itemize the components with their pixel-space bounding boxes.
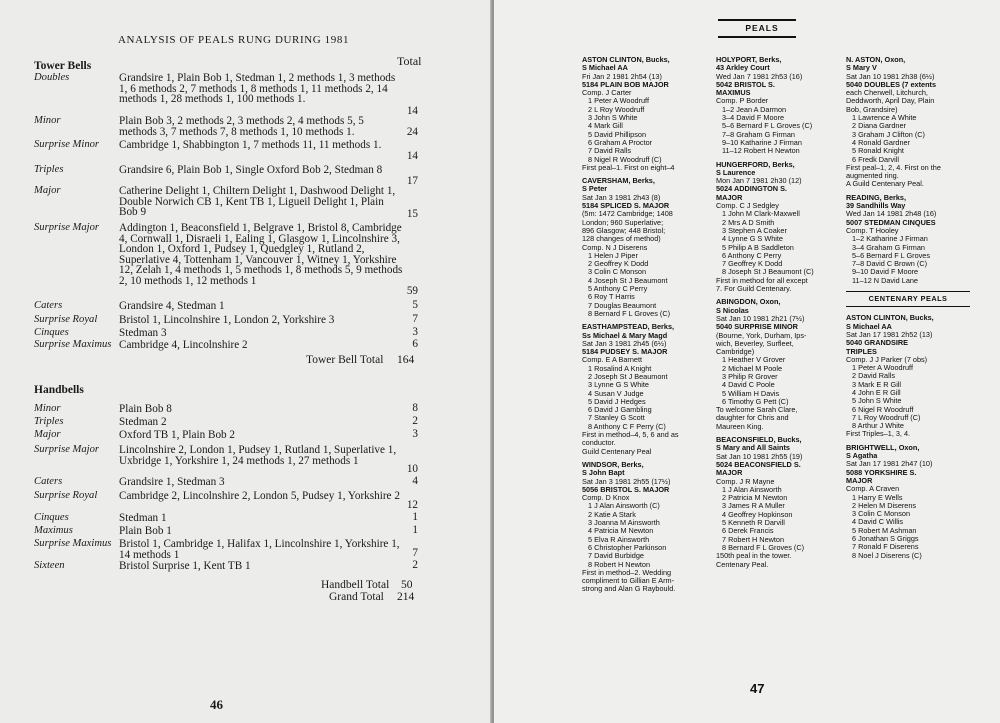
peal-detail-line: Comp. D Knox [582,493,630,503]
peal-detail-line: Sat Jan 10 1981 2h55 (19) [716,451,803,461]
row-total: 2 [412,415,418,428]
ringer-line: 5 Robert M Ashman [852,525,917,535]
analysis-row [34,404,428,414]
ringer-line: 1 Heather V Grover [722,355,786,365]
ringer-line: 9–10 David F Moore [852,267,919,277]
analysis-row [34,73,428,117]
peal-heading-line: CAVERSHAM, Berks, [582,176,655,186]
analysis-row [34,430,428,440]
ringer-line: 1 Lawrence A White [852,113,917,123]
peal-detail-line: A Guild Centenary Peal. [846,179,924,189]
ringer-line: 8 Anthony C F Perry (C) [588,421,666,431]
analysis-row [34,526,428,536]
ringer-line: 6 David J Gambling [588,405,652,415]
method-breakdown: Stedman 3 [119,327,167,339]
ringer-line: 8 Nigel R Woodruff (C) [588,154,662,164]
peal-heading-line: S Mary and All Saints [716,443,790,453]
method-class: Cinques [34,512,69,523]
row-total: 4 [412,475,418,488]
peal-heading-line: HUNGERFORD, Berks, [716,159,795,169]
ringer-line: 4 Susan V Judge [588,388,644,398]
row-total: 3 [412,428,418,441]
peal-heading-line: 5056 BRISTOL S. MAJOR [582,484,670,494]
peal-heading-line: 5042 BRISTOL S. [716,79,775,89]
analysis-row [34,301,428,311]
peal-heading-line: ASTON CLINTON, Bucks, [846,313,934,323]
peal-detail-line: Mon Jan 7 1981 2h30 (12) [716,176,802,186]
grand-total-value: 214 [397,591,415,603]
peal-heading-line: 5024 BEACONSFIELD S. [716,459,801,469]
ringer-line: 6 Nigel R Woodruff [852,404,914,414]
peal-detail-line: Comp. C J Sedgley [716,201,779,211]
analysis-row [34,186,428,220]
peal-detail-line: Comp. J R Mayne [716,476,775,486]
left-page [0,0,492,723]
ringer-line: 5–6 Bernard F L Groves [852,250,931,260]
ringer-line: 2 Diana Gardner [852,121,906,131]
ringer-line: 8 Joseph St J Beaumont (C) [722,267,814,277]
ringer-line: 4 Ronald Gardner [852,137,911,147]
method-breakdown: Grandsire 1, Stedman 3 [119,476,225,488]
method-breakdown: Catherine Delight 1, Chiltern Delight 1, Dashwood Delight 1, Double Norwich CB 1, Kent TB 1, Ligueil Delight 1, Plain Bob 9 [119,185,396,219]
method-breakdown: Stedman 1 [119,512,167,524]
method-breakdown: Grandsire 6, Plain Bob 1, Single Oxford Bob 2, Stedman 8 [119,164,383,176]
method-class: Surprise Minor [34,139,100,150]
peal-heading-line: 5040 SURPRISE MINOR [716,322,798,332]
row-total: 6 [412,338,418,351]
peal-detail-line: First in method–4, 5, 6 and as [582,430,679,440]
page-number-right: 47 [750,681,765,696]
peal-heading-line: BRIGHTWELL, Oxon, [846,442,920,452]
ringer-line: 1–2 Katharine J Firman [852,234,928,244]
method-breakdown: Grandsire 1, Plain Bob 1, Stedman 1, 2 methods 1, 3 methods 1, 6 methods 2, 7 methods 1, 8 methods 1, 11 methods 2, 14 methods 1, 28 methods 1, 100 methods 1. [119,72,396,106]
row-total: 15 [406,208,418,221]
ringer-line: 1 J Alan Ainsworth (C) [588,501,660,511]
ringer-line: 2 Katie A Stark [588,509,636,519]
tower-total-value: 164 [397,354,415,366]
row-total: 10 [406,463,418,476]
method-breakdown: Plain Bob 8 [119,403,172,415]
ringer-line: 7–8 Graham G Firman [722,129,795,139]
analysis-row [34,223,428,297]
ringer-line: 6 Derek Francis [722,526,774,536]
peals-section-title: PEALS [745,23,779,33]
ringer-line: 6 Jonathan S Griggs [852,534,919,544]
ringer-line: 6 Graham A Proctor [588,137,653,147]
ringer-line: 2 Mrs A D Smith [722,217,775,227]
peal-detail-line: Wed Jan 14 1981 2h48 (16) [846,209,937,219]
row-total: 8 [412,402,418,415]
peal-heading-line: S Michael AA [582,63,628,73]
peal-detail-line: Comp. N J Diserens [582,242,648,252]
method-breakdown: Grandsire 4, Stedman 1 [119,300,225,312]
peal-heading-line: 5088 YORKSHIRE S. [846,467,917,477]
analysis-row [34,477,428,487]
method-class: Surprise Maximus [34,339,112,350]
analysis-row [34,513,428,523]
peals-column-2 [716,56,842,569]
ringer-line: 6 Fredk Darvill [852,154,900,164]
ringer-line: 7 David Ralls [588,146,631,156]
peal-detail-line: wich, Beverley, Surfleet, [716,338,794,348]
row-total: 12 [406,499,418,512]
analysis-row [34,315,428,325]
ringer-line: 7 David Burbidge [588,551,644,561]
ringer-line: 6 Timothy G Pett (C) [722,396,789,406]
ringer-line: 5–6 Bernard F L Groves (C) [722,121,813,131]
analysis-row [34,491,428,511]
ringer-line: 2 Joseph St J Beaumont [588,371,668,381]
ringer-line: 3 Graham J Clifton (C) [852,129,925,139]
right-page [494,0,1000,723]
ringer-line: 8 Arthur J White [852,421,904,431]
ringer-line: 1 Rosalind A Knight [588,363,652,373]
handbell-total-label: Handbell Total [321,579,390,591]
ringer-line: 1 John M Clark-Maxwell [722,209,800,219]
ringer-line: 6 Roy T Harris [588,292,635,302]
method-breakdown: Addington 1, Beaconsfield 1, Belgrave 1, Bristol 8, Cambridge 4, Cornwall 1, Disraeli 1, Ealing 1, Glasgow 1, Lincolnshire 3, London 1, Oxford 1, Pudsey 1, Quedgley 1, Rutland 2, Superlative 4, Tottenham 1, Vancouver 1, Witney 1, Yorkshire 12, Zelah 1, 4 methods 1, 5 methods 1, 8 methods 5, 9 methods 2, 10 methods 1, 12 methods 1 [119,222,403,287]
peal-detail-line: First Triples–1, 3, 4. [846,429,911,439]
peal-detail-line: First in method–2. Wedding [582,567,672,577]
peal-detail-line: strong and Alan G Raybould. [582,584,676,594]
peal-detail-line: Wed Jan 7 1981 2h53 (16) [716,71,803,81]
ringer-line: 4 Patricia M Newton [588,526,654,536]
method-breakdown: Cambridge 4, Lincolnshire 2 [119,339,248,351]
method-class: Triples [34,416,64,427]
peal-detail-line: Fri Jan 2 1981 2h54 (13) [582,71,662,81]
row-total: 14 [406,105,418,118]
method-breakdown: Lincolnshire 2, London 1, Pudsey 1, Rutland 1, Superlative 1, Uxbridge 1, Yorkshire 1, 24 methods 1, 27 methods 1 [119,444,397,467]
ringer-line: 8 Robert H Newton [588,559,651,569]
ringer-line: 1 Peter A Woodruff [852,363,913,373]
method-class: Triples [34,164,64,175]
ringer-line: 6 Anthony C Perry [722,250,782,260]
method-class: Major [34,185,61,196]
peal-heading-line: S Agatha [846,451,878,461]
peal-detail-line: augmented ring. [846,171,899,181]
ringer-line: 2 David Ralls [852,371,895,381]
peal-heading-line: 43 Arkley Court [716,63,770,73]
peal-detail-line: compliment to Gillian E Arm- [582,576,675,586]
ringer-line: 1 Harry E Wells [852,492,903,502]
peal-detail-line: Comp. T Hooley [846,225,899,235]
ringer-line: 2 Patricia M Newton [722,493,788,503]
peal-detail-line: Sat Jan 3 1981 2h55 (17½) [582,476,671,486]
peal-detail-line: Maureen King. [716,421,764,431]
analysis-row [34,561,428,571]
peal-detail-line: Comp. A Craven [846,484,900,494]
analysis-row [34,116,428,138]
peal-detail-line: 128 changes of method) [582,234,661,244]
ringer-line: 3 Colin C Monson [588,267,646,277]
method-class: Surprise Major [34,222,100,233]
peal-heading-line: BEACONSFIELD, Bucks, [716,435,802,445]
method-breakdown: Bristol Surprise 1, Kent TB 1 [119,560,251,572]
peal-detail-line: To welcome Sarah Clare, [716,405,798,415]
peal-heading-line: Ss Michael & Mary Magd [582,330,668,340]
peal-heading-line: MAJOR [846,475,873,485]
peal-heading-line: ASTON CLINTON, Bucks, [582,55,670,64]
peal-detail-line: First in method for all except [716,275,808,285]
ringer-line: 4 John E R Gill [852,387,901,397]
ringer-line: 5 Ronald Knight [852,146,904,156]
peal-heading-line: MAJOR [716,468,743,478]
analysis-row [34,340,428,350]
row-total: 59 [406,285,418,298]
ringer-line: 3 James R A Muller [722,501,785,511]
peal-detail-line: (Bourne, York, Durham, Ips- [716,330,807,340]
row-total: 5 [412,299,418,312]
ringer-line: 3 Joanna M Ainsworth [588,518,660,528]
method-breakdown: Plain Bob 3, 2 methods 2, 3 methods 2, 4 methods 5, 5 methods 3, 7 methods 7, 8 methods 1, 10 methods 1. [119,115,364,138]
peal-heading-line: 5040 DOUBLES (7 extents [846,79,937,89]
method-class: Surprise Royal [34,314,98,325]
peal-detail-line: (5m: 1472 Cambridge; 1408 [582,209,673,219]
ringer-line: 5 David Phillipson [588,129,647,139]
ringer-line: 8 Noel J Diserens (C) [852,550,922,560]
ringer-line: 4 David C Poole [722,380,775,390]
ringer-line: 8 Bernard F L Groves (C) [588,308,671,318]
peal-detail-line: Sat Jan 10 1981 2h38 (6½) [846,71,935,81]
ringer-line: 3–4 David F Moore [722,113,785,123]
ringer-line: 3–4 Graham G Firman [852,242,925,252]
peal-heading-line: TRIPLES [846,346,877,356]
peal-detail-line: Sat Jan 17 1981 2h47 (10) [846,459,933,469]
method-class: Maximus [34,525,73,536]
ringer-line: 4 David C Willis [852,517,904,527]
ringer-line: 3 Philip R Grover [722,371,778,381]
ringer-line: 7 Stanley G Scott [588,413,645,423]
peal-detail-line: Comp. J Carter [582,88,632,98]
peal-detail-line: Sat Jan 3 1981 2h45 (6½) [582,338,667,348]
peal-detail-line: daughter for Chris and [716,413,789,423]
ringer-line: 5 Anthony C Perry [588,284,648,294]
peal-heading-line: EASTHAMPSTEAD, Berks, [582,322,675,332]
peal-heading-line: MAXIMUS [716,88,751,98]
ringer-line: 7 Robert H Newton [722,534,785,544]
method-class: Caters [34,300,63,311]
peal-detail-line: 7. For Guild Centenary. [716,284,792,294]
peal-detail-line: First peal–1. First on eight–4 [582,162,675,172]
ringer-line: 7–8 David C Brown (C) [852,259,928,269]
peal-heading-line: 5184 SPLICED S. MAJOR [582,201,670,211]
method-breakdown: Cambridge 2, Lincolnshire 2, London 5, Pudsey 1, Yorkshire 2 [119,490,400,502]
peal-detail-line: Bob, Grandsire) [846,104,898,114]
method-class: Caters [34,476,63,487]
method-breakdown: Bristol 1, Cambridge 1, Halifax 1, Lincolnshire 1, Yorkshire 1, 14 methods 1 [119,538,400,561]
peal-heading-line: 5040 GRANDSIRE [846,338,909,348]
method-class: Surprise Major [34,444,100,455]
peal-heading-line: S Michael AA [846,321,892,331]
peal-detail-line: Comp. P Border [716,96,769,106]
analysis-title: ANALYSIS OF PEALS RUNG DURING 1981 [118,34,350,46]
peal-heading-line: ABINGDON, Oxon, [716,297,781,307]
ringer-line: 4 Joseph St J Beaumont [588,275,668,285]
ringer-line: 5 Elva R Ainsworth [588,534,650,544]
peal-heading-line: WINDSOR, Berks, [582,459,644,469]
method-class: Cinques [34,327,69,338]
ringer-line: 5 William H Davis [722,388,780,398]
ringer-line: 5 David J Hedges [588,396,646,406]
peal-heading-line: S Nicolas [716,305,749,315]
ringer-line: 9–10 Katharine J Firman [722,137,802,147]
method-class: Minor [34,403,61,414]
peal-heading-line: MAJOR [716,192,743,202]
ringer-line: 1–2 Jean A Darmon [722,104,787,114]
peal-heading-line: S John Bapt [582,468,625,478]
peal-detail-line: Sat Jan 10 1981 2h21 (7½) [716,313,805,323]
total-column-header: Total [397,54,422,68]
ringer-line: 11–12 Robert H Newton [722,146,800,156]
ringer-line: 7 L Roy Woodruff (C) [852,412,921,422]
ringer-line: 2 Michael M Poole [722,363,783,373]
peals-column-1 [582,56,706,594]
analysis-row [34,328,428,338]
peal-detail-line: Guild Centenary Peal [582,446,652,456]
ringer-line: 1 Helen J Piper [588,250,638,260]
peal-heading-line: READING, Berks, [846,192,907,202]
peal-heading-line: S Mary V [846,63,877,73]
ringer-line: 7 Douglas Beaumont [588,300,657,310]
peal-heading-line: 39 Sandhills Way [846,201,906,211]
row-total: 24 [406,126,418,139]
row-total: 17 [406,175,418,188]
peal-heading-line: 5024 ADDINGTON S. [716,184,787,194]
ringer-line: 6 Christopher Parkinson [588,542,667,552]
peal-heading-line: S Laurence [716,167,756,177]
ringer-line: 11–12 N David Lane [852,275,918,285]
ringer-line: 4 Mark Gill [588,121,623,131]
peal-heading-line: N. ASTON, Oxon, [846,55,906,64]
row-total: 1 [412,511,418,524]
peal-heading-line: HOLYPORT, Berks, [716,55,782,64]
ringer-line: 4 Lynne G S White [722,234,783,244]
method-class: Doubles [34,72,70,83]
ringer-line: 8 Bernard F L Groves (C) [722,542,805,552]
peals-rule-top [718,19,796,21]
peal-detail-line: Comp. E A Barnett [582,355,643,365]
analysis-row [34,417,428,427]
peal-detail-line: London; 960 Superlative; [582,217,664,227]
method-class: Major [34,429,61,440]
ringer-line: 3 Stephen A Coaker [722,225,787,235]
centenary-header: CENTENARY PEALS [846,291,970,307]
method-breakdown: Bristol 1, Lincolnshire 1, London 2, Yorkshire 3 [119,314,335,326]
row-total: 1 [412,524,418,537]
ringer-line: 3 Colin C Monson [852,509,910,519]
ringer-line: 1 J Alan Ainsworth [722,484,782,494]
peal-heading-line: 5007 STEDMAN CINQUES [846,217,936,227]
peal-detail-line: Sat Jan 17 1981 2h52 (13) [846,329,933,339]
row-total: 14 [406,150,418,163]
tower-bells-heading: Tower Bells [34,60,92,72]
peal-detail-line: Sat Jan 3 1981 2h43 (8) [582,192,661,202]
analysis-row [34,539,428,559]
peals-column-3 [846,56,970,560]
analysis-row [34,445,428,475]
peal-detail-line: 150th peal in the tower. [716,551,792,561]
peal-detail-line: First peal–1, 2, 4. First on the [846,162,941,172]
method-breakdown: Oxford TB 1, Plain Bob 2 [119,429,236,441]
method-class: Sixteen [34,560,65,571]
ringer-line: 5 Philip A B Saddleton [722,242,794,252]
peals-rule-bottom [718,36,796,38]
ringer-line: 5 John S White [852,396,902,406]
peal-detail-line: Deddworth, April Day, Plain [846,96,935,106]
row-total: 2 [412,559,418,572]
analysis-row [34,165,428,187]
ringer-line: 3 Lynne G S White [588,380,649,390]
row-total: 7 [412,313,418,326]
handbell-total-value: 50 [401,579,413,591]
ringer-line: 7 Ronald F Diserens [852,542,919,552]
method-class: Minor [34,115,61,126]
method-class: Surprise Royal [34,490,98,501]
ringer-line: 3 Mark E R Gill [852,379,902,389]
peal-heading-line: 5184 PLAIN BOB MAJOR [582,79,669,89]
peal-detail-line: Cambridge) [716,347,755,357]
peal-detail-line: 896 Glasgow; 448 Bristol; [582,225,666,235]
ringer-line: 7 Geoffrey K Dodd [722,259,783,269]
ringer-line: 2 Helen M Diserens [852,500,917,510]
ringer-line: 3 John S White [588,113,638,123]
method-breakdown: Plain Bob 1 [119,525,172,537]
grand-total-label: Grand Total [329,591,384,603]
method-breakdown: Stedman 2 [119,416,167,428]
method-class: Surprise Maximus [34,538,112,549]
ringer-line: 1 Peter A Woodruff [588,96,649,106]
peal-detail-line: Comp. J J Parker (7 obs) [846,354,928,364]
page-number-left: 46 [210,697,223,712]
handbells-heading: Handbells [34,384,84,396]
ringer-line: 2 Geoffrey K Dodd [588,259,649,269]
peal-detail-line: each Cherwell, Litchurch, [846,88,928,98]
peal-detail-line: Centenary Peal. [716,559,769,569]
peal-heading-line: 5184 PUDSEY S. MAJOR [582,347,668,357]
ringer-line: 4 Geoffrey Hopkinson [722,509,793,519]
row-total: 3 [412,326,418,339]
ringer-line: 2 L Roy Woodruff [588,104,645,114]
analysis-row [34,140,428,162]
peal-heading-line: S Peter [582,184,608,194]
ringer-line: 5 Kenneth R Darvill [722,518,785,528]
tower-total-label: Tower Bell Total [306,354,384,366]
row-total: 7 [412,547,418,560]
method-breakdown: Cambridge 1, Shabbington 1, 7 methods 11, 11 methods 1. [119,139,382,151]
peal-detail-line: conductor. [582,438,616,448]
